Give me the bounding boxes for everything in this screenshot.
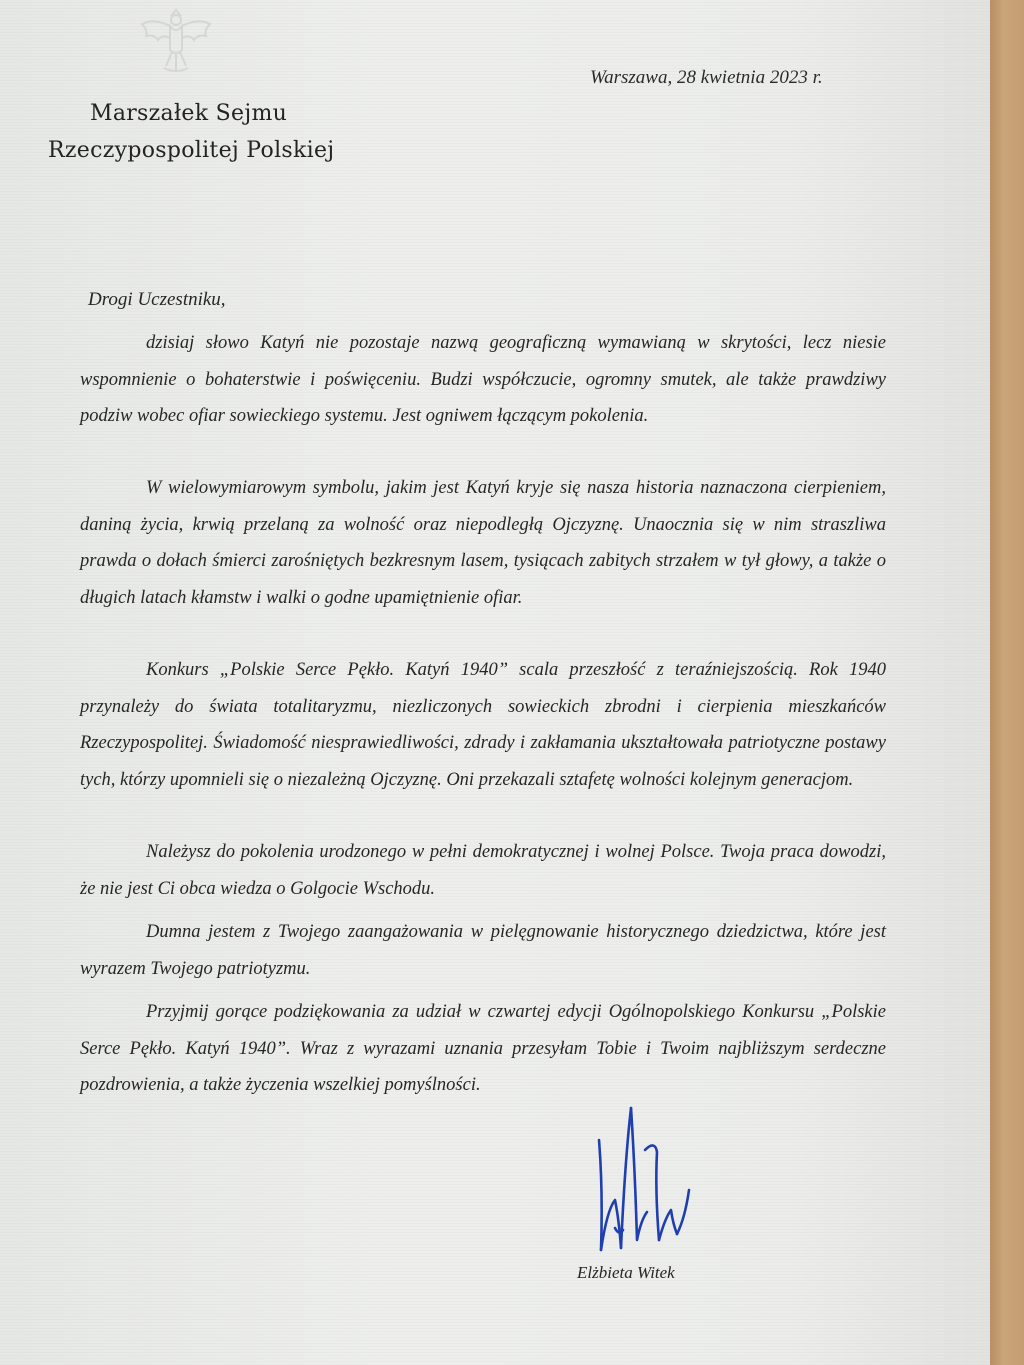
office-title-line-1: Marszałek Sejmu (90, 101, 288, 126)
letter-date: Warszawa, 28 kwietnia 2023 r. (590, 67, 823, 88)
letter-paragraph: dzisiaj słowo Katyń nie pozostaje nazwą geograficzną wymawianą w skrytości, lecz niesie wspomnienie o bohaterstwie i poświęceniu. Budzi współczucie, ogromny smutek, ale także prawdziwy podziw wobec ofiar sowieckiego systemu. Jest ogniwem łączącym pokolenia. (80, 333, 886, 426)
letter-paragraph: Konkurs „Polskie Serce Pękło. Katyń 1940” scala przeszłość z teraźniejszością. Rok 1940 przynależy do świata totalitaryzmu, niezliczonych sowieckich zbrodni i cierpienia mieszkańców Rzeczypospolitej. Świadomość niesprawiedliwości, zdrady i zakłamania ukształtowała patriotyczne postawy tych, którzy upomnieli się o niezależną Ojczyznę. Oni przekazali sztafetę wolności kolejnym generacjom. (80, 660, 886, 790)
wooden-surface (990, 0, 1024, 1365)
letter-paragraph: Dumna jestem z Twojego zaangażowania w pielęgnowanie historycznego dziedzictwa, które jest wyrazem Twojego patriotyzmu. (80, 922, 886, 979)
handwritten-signature-icon (585, 1100, 715, 1260)
letter-paragraph: Przyjmij gorące podziękowania za udział w czwartej edycji Ogólnopolskiego Konkursu „Polskie Serce Pękło. Katyń 1940”. Wraz z wyrazami uznania przesyłam Tobie i Twoim najbliższym serdeczne pozdrowienia, a także życzenia wszelkiej pomyślności. (80, 1002, 886, 1095)
letter-paragraph: Należysz do pokolenia urodzonego w pełni demokratycznej i wolnej Polsce. Twoja praca dowodzi, że nie jest Ci obca wiedza o Golgocie Wschodu. (80, 842, 886, 899)
signer-name: Elżbieta Witek (577, 1263, 675, 1282)
letter-paragraph: W wielowymiarowym symbolu, jakim jest Katyń kryje się nasza historia naznaczona cierpieniem, daniną życia, krwią przelaną za wolność oraz niepodległą Ojczyznę. Unaocznia się w nim straszliwa prawda o dołach śmierci zarośniętych bezkresnym lasem, tysiącach zabitych strzałem w tył głowy, a także o długich latach kłamstw i walki o godne upamiętnienie ofiar. (80, 478, 886, 608)
letter-greeting: Drogi Uczestniku, (88, 289, 226, 310)
white-eagle-emblem-icon (136, 4, 216, 80)
office-title-line-2: Rzeczypospolitej Polskiej (48, 138, 335, 163)
